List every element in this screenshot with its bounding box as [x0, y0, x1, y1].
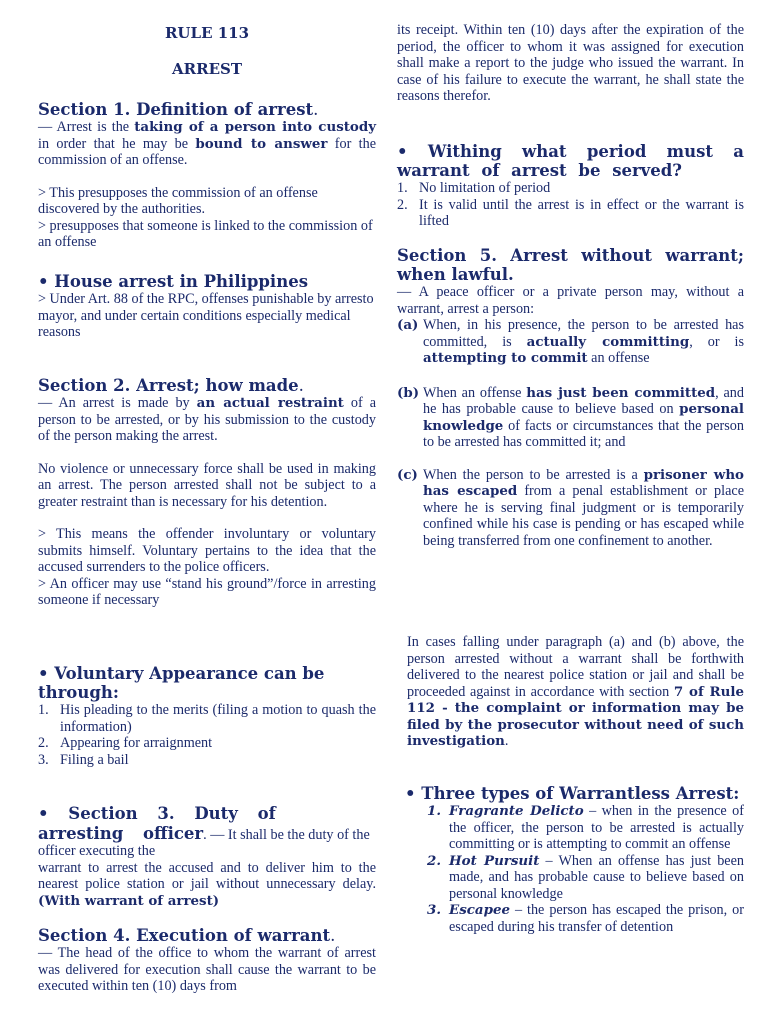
section-3-text-2	[38, 860, 376, 910]
paragraph-label: (a)	[397, 317, 419, 333]
item-number: 2.	[38, 735, 49, 751]
within-list	[397, 180, 744, 230]
section-1-heading: Section 1. Definition of arrest	[38, 100, 314, 119]
section-5-heading: Section 5. Arrest without warrant; when lawful.	[397, 246, 744, 284]
text-run: When the person to be arrested is a	[423, 466, 644, 483]
item-text: – when in the presence of the officer, the person to be arrested is actually committing or is attempting to commit an offense	[449, 803, 744, 852]
text-run: In cases falling under paragraph (a) and (b) above, the person arrested without a warrant shall be forthwith delivered to the nearest police station or jail and shall be proceeded against in accordance with section	[407, 634, 744, 700]
text-run: .	[504, 733, 509, 749]
text-run: warrant to arrest the accused and to deliver him to the nearest police station or jail without unnecessary delay.	[38, 859, 376, 892]
within-heading: • Withing what period must a warrant of arrest be served?	[397, 142, 744, 180]
rule-title: RULE 113	[164, 24, 250, 42]
voluntary-list	[38, 702, 376, 768]
text-run: for the commission of an offense.	[38, 135, 376, 168]
bold-run: personal knowledge	[423, 401, 744, 434]
text-run: When, in his presence, the person to be arrested has committed, is	[423, 317, 744, 350]
three-types-list	[405, 803, 744, 935]
bold-run: taking of a person into custody	[134, 119, 376, 135]
item-text: It is valid until the arrest is in effect or the warrant is lifted	[419, 196, 744, 229]
text-run: in order that he may be	[38, 135, 196, 152]
item-text: No limitation of period	[419, 180, 551, 196]
period: .	[313, 100, 319, 119]
within-period	[397, 142, 744, 230]
section-1-text	[38, 119, 376, 169]
item-text: His pleading to the merits (filing a motion to quash the information)	[60, 702, 376, 735]
arrest-title: ARREST	[172, 60, 242, 78]
section-1-note-2: > presupposes that someone is linked to the commission of an offense	[38, 217, 373, 250]
list-item	[427, 803, 744, 853]
section-2-note-2: > An officer may use “stand his ground”/force in arresting someone if necessary	[38, 575, 376, 608]
bold-run: an actual restraint	[196, 395, 344, 411]
bold-run: 7 of Rule 112 - the complaint or information may be filed by the prosecutor without need of such investigation	[407, 683, 744, 749]
paragraph-b	[397, 385, 744, 451]
bold-run: bound to answer	[195, 135, 328, 152]
section-2-heading: Section 2. Arrest; how made	[38, 376, 299, 395]
house-arrest-text: > Under Art. 88 of the RPC, offenses punishable by arresto mayor, and under certain conditions especially medical reasons	[38, 291, 374, 340]
item-number: 3.	[38, 751, 49, 768]
section-4	[38, 926, 376, 995]
text-run: — An arrest is made by	[38, 395, 197, 411]
three-types-heading: • Three types of Warrantless Arrest:	[405, 784, 740, 803]
item-number: 1.	[427, 803, 441, 819]
item-term: Fragrante Delicto	[449, 803, 584, 819]
item-text: – When an offense has just been made, and has probable cause to believe based on personal knowledge	[449, 852, 744, 902]
section-2-note-1: > This means the offender involuntary or voluntary submits himself. Voluntary pertains to the idea that the accused surrenders to the police officers.	[38, 526, 376, 575]
section-3	[38, 804, 376, 909]
bold-run: actually committing	[526, 333, 690, 350]
cases-paragraph	[407, 634, 744, 750]
paragraph-a	[397, 317, 744, 367]
list-item	[427, 853, 744, 903]
section-2	[38, 376, 376, 609]
list-item	[427, 902, 744, 935]
text-run: of facts or circumstances that the person to be arrested has committed it; and	[423, 417, 744, 450]
section-1-note-1: > This presupposes the commission of an offense discovered by the authorities.	[38, 184, 318, 217]
section-4-text: — The head of the office to whom the warrant of arrest was delivered for execution shall cause the warrant to be executed within ten (10) days from	[38, 945, 376, 994]
section-5	[397, 246, 744, 549]
list-item	[397, 180, 744, 197]
list-item	[38, 735, 376, 752]
house-arrest	[38, 272, 376, 341]
paragraph-label: (c)	[397, 466, 418, 483]
item-number: 1.	[38, 702, 49, 718]
section-5-text: — A peace officer or a private person may, without a warrant, arrest a person:	[397, 284, 744, 317]
voluntary-appearance	[38, 664, 376, 768]
paragraph-label: (b)	[397, 384, 420, 401]
item-number: 2.	[397, 196, 408, 213]
text-run: When an offense	[423, 384, 527, 401]
item-number: 1.	[397, 180, 408, 196]
list-item	[38, 752, 376, 769]
text-run: , and he has probable cause to believe based on	[423, 384, 744, 417]
list-item	[397, 197, 744, 230]
text-run: — Arrest is the	[38, 119, 135, 135]
item-term: Hot Pursuit	[449, 852, 540, 869]
bold-run: prisoner who has escaped	[423, 466, 744, 499]
list-item	[38, 702, 376, 735]
bold-run: (With warrant of arrest)	[38, 892, 220, 909]
period: .	[298, 376, 304, 395]
paragraph-c	[397, 467, 744, 550]
section-1	[38, 100, 376, 251]
house-arrest-heading: • House arrest in Philippines	[38, 272, 308, 291]
section-4-continued: its receipt. Within ten (10) days after the expiration of the period, the officer to whom it was assigned for execution shall make a report to the judge who issued the warrant. In case of his failure to execute the warrant, he shall state the reasons therefor.	[397, 22, 744, 104]
voluntary-heading: • Voluntary Appearance can be through:	[38, 664, 325, 702]
text-run: , or is	[689, 333, 744, 350]
item-number: 2.	[427, 852, 441, 869]
item-text: Appearing for arraignment	[60, 735, 213, 751]
section-2-text	[38, 395, 376, 445]
section-2-paragraph-2: No violence or unnecessary force shall be used in making an arrest. The person arrested shall not be subject to a greater restraint than is necessary for his detention.	[38, 460, 376, 510]
bold-run: attempting to commit	[423, 350, 588, 366]
section-3-text-1: . — It shall be the duty of the officer executing the	[38, 826, 370, 859]
item-term: Escapee	[449, 902, 510, 918]
text-run: of a person to be arrested, or by his submission to the custody of the person making the arrest.	[38, 395, 376, 444]
item-text: Filing a bail	[60, 751, 129, 768]
section-4-heading: Section 4. Execution of warrant	[38, 926, 331, 945]
text-run: an offense	[587, 350, 650, 366]
bold-run: has just been committed	[526, 384, 716, 401]
three-types	[405, 784, 744, 935]
section-3-heading: • Section 3. Duty of arresting officer	[38, 804, 276, 843]
item-number: 3.	[427, 902, 441, 918]
text-run: from a penal establishment or place where he is serving final judgment or is temporarily confined while his case is pending or has escaped while being transferred from one confinement to another.	[423, 483, 744, 549]
item-text: – the person has escaped the prison, or escaped during his transfer of detention	[449, 902, 744, 935]
period: .	[330, 926, 336, 945]
